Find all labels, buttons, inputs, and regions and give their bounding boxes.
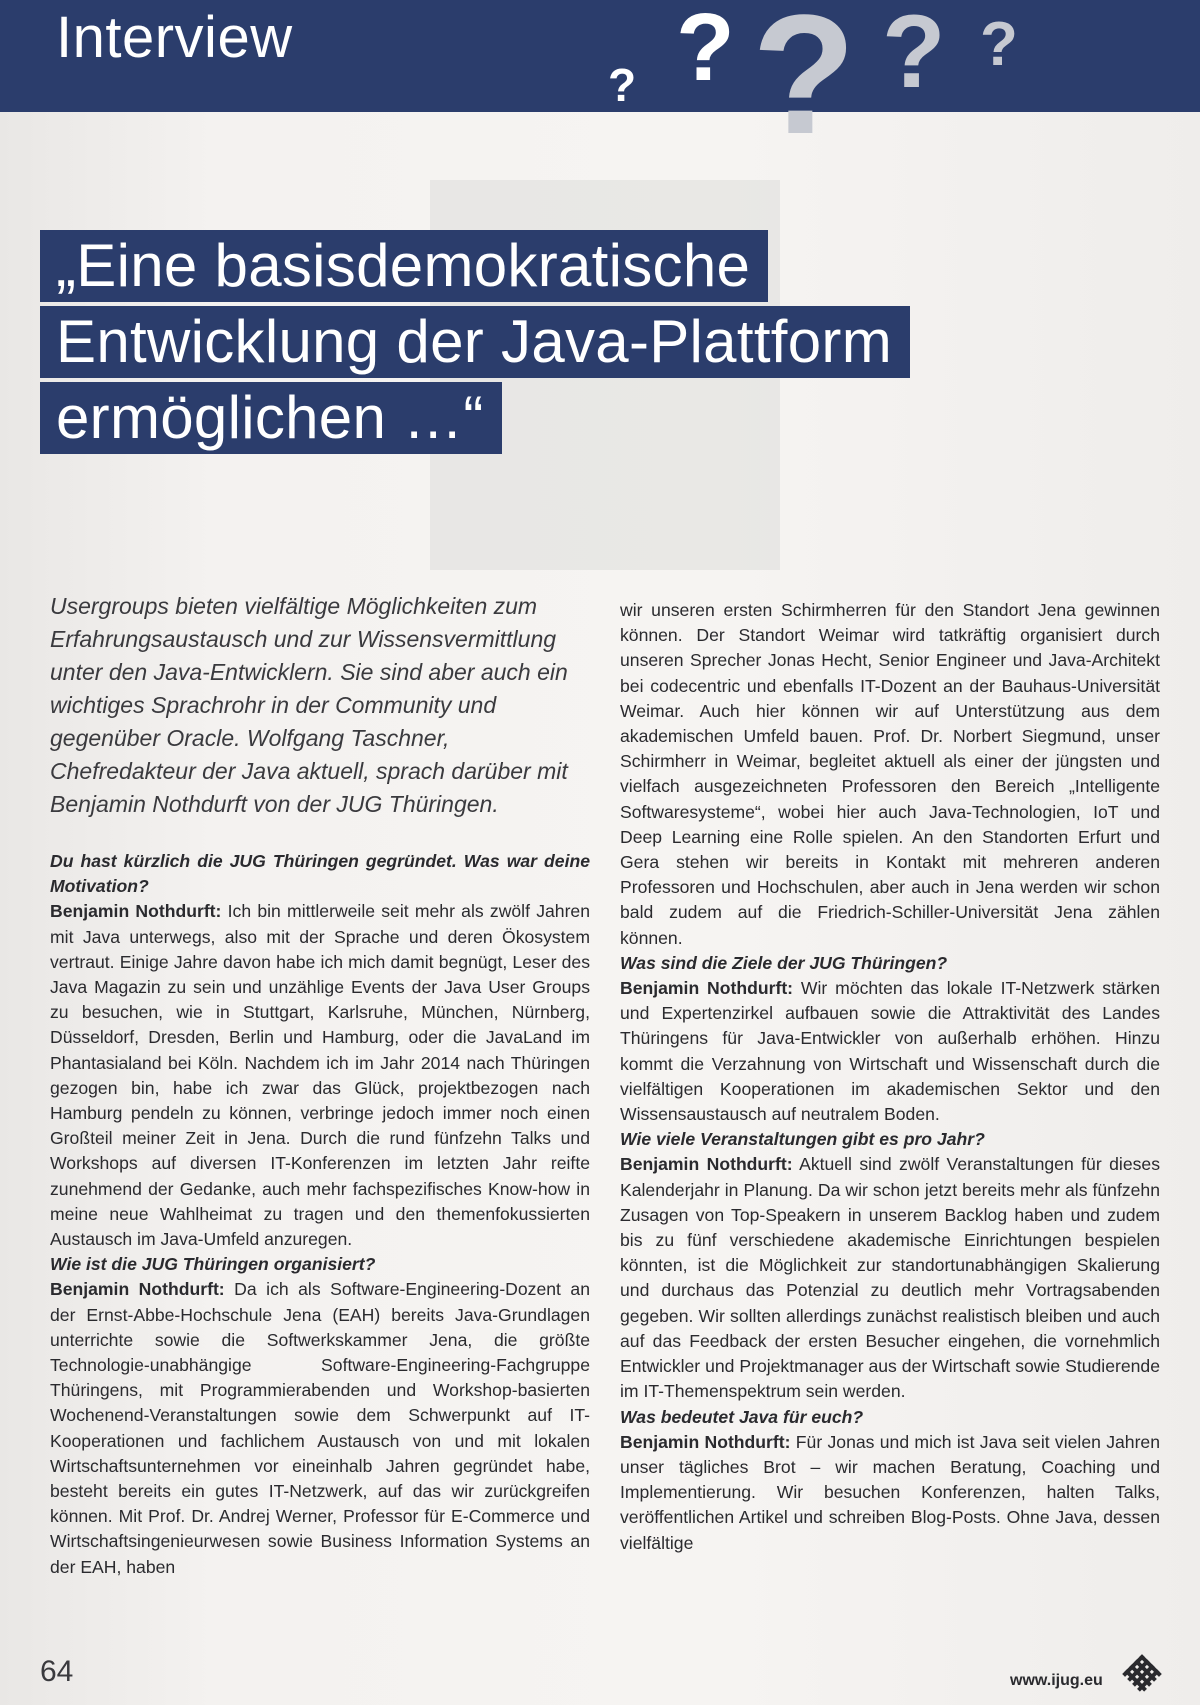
speaker-name: Benjamin Nothdurft: — [620, 1431, 791, 1452]
speaker-name: Benjamin Nothdurft: — [620, 978, 794, 999]
headline-line: ermöglichen …“ — [40, 382, 502, 454]
ijug-logo-icon — [1118, 1650, 1166, 1698]
question-mark-graphic: ? — [676, 0, 735, 101]
headline-line: Entwicklung der Java-Plattform — [40, 306, 910, 378]
qa-block — [50, 1252, 590, 1580]
intro-paragraph: Usergroups bieten vielfältige Möglichkeiten zum Erfahrungsaustausch und zur Wissensvermittlung unter den Java-Entwicklern. Sie sind aber auch ein wichtiges Sprachrohr in der Community und gegenüber Oracle. Wolfgang Taschner, Chefredakteur der Java aktuell, sprach darüber mit Benjamin Nothdurft von der JUG Thüringen. — [50, 593, 568, 817]
answer — [50, 1277, 590, 1579]
speaker-name: Benjamin Nothdurft: — [620, 1154, 793, 1175]
answer-text: Aktuell sind zwölf Veranstaltungen für dieses Kalenderjahr in Planung. Da wir schon jetzt bereits mehr als fünfzehn Zusagen von Top-Speakern in unserem Backlog haben und zudem bis zu fünf verschiedene akademische Einrichtungen bespielen könnten, ist die Möglichkeit zur standortunabhängigen Skalierung und durchaus das Potenzial zu deutlich mehr Vortragsabenden gegeben. Wir sollten allerdings zunächst realistisch bleiben und auch auf das Feedback der ersten Besucher eingehen, die vornehmlich Entwickler und Projektmanager aus der Wirtschaft sowie Studierende im IT-Themenspektrum sein werden. — [620, 1154, 1160, 1402]
header-band — [0, 0, 1200, 170]
question: Wie viele Veranstaltungen gibt es pro Jahr? — [620, 1129, 985, 1150]
answer — [620, 1430, 1160, 1556]
answer — [50, 899, 590, 1252]
qa-block — [620, 951, 1160, 1127]
qa-block — [620, 1127, 1160, 1404]
page-number: 64 — [40, 1655, 74, 1688]
question: Wie ist die JUG Thüringen organisiert? — [50, 1254, 376, 1275]
question-mark-graphic: ? — [752, 0, 856, 170]
answer-text: Da ich als Software-Engineering-Dozent an der Ernst-Abbe-Hochschule Jena (EAH) bereits Java-Grundlagen unterrichte sowie die Softwerkskammer Jena, die größte Technologie-unabhängige Software-Engineering-Fachgruppe Thüringens, mit Programmierabenden und Workshop-basierten Wochenend-Veranstaltungen sowie dem Schwerpunkt auf IT-Kooperationen und fachlichem Austausch von und mit lokalen Wirtschaftsunternehmen vor eineinhalb Jahren gegründet habe, besteht bereits ein gutes IT-Netzwerk, auf das wir zurückgreifen können. Mit Prof. Dr. Andrej Werner, Professor für E-Commerce und Wirtschaftsingenieurwesen sowie Business Information Systems an der EAH, haben — [50, 1279, 590, 1577]
question: Was sind die Ziele der JUG Thüringen? — [620, 952, 948, 973]
qa-block — [620, 1405, 1160, 1556]
speaker-name: Benjamin Nothdurft: — [50, 1279, 225, 1300]
question: Was bedeutet Java für euch? — [620, 1406, 864, 1427]
headline-line: „Eine basisdemokratische — [40, 230, 768, 302]
question-mark-graphic: ? — [608, 59, 637, 111]
question-mark-graphic: ? — [882, 0, 946, 110]
answer-text: Wir möchten das lokale IT-Netzwerk stärken und Expertenzirkel aufbauen sowie die Attraktivität des Landes Thüringens für Java-Entwickler von außerhalb erhöhen. Hinzu kommt die Verzahnung von Wirtschaft und Wissenschaft durch die vielfältigen Kooperationen im akademischen Sektor und den Wissensaustausch auf neutralem Boden. — [620, 978, 1161, 1125]
section-title: Interview — [56, 5, 293, 70]
answer — [620, 976, 1160, 1127]
continuation-text: wir unseren ersten Schirmherren für den Standort Jena gewinnen können. Der Standort Weimar wird tatkräftig organisiert durch unseren Sprecher Jonas Hecht, Senior Engineer und Java-Architekt bei codecentric und ebenfalls IT-Dozent an der Bauhaus-Universität Weimar. Auch hier können wir auf Unterstützung aus dem akademischen Umfeld bauen. Prof. Dr. Norbert Siegmund, unser Schirmherr in Weimar, begleitet aktuell als einer der jüngsten und vielfach ausgezeichneten Professoren den Bereich „Intelligente Softwaresysteme“, wobei hier auch Java-Technologien, IoT und Deep Learning eine Rolle spielen. An den Standorten Erfurt und Gera stehen wir bereits in Kontakt mit mehreren anderen Professoren und Hochschulen, aber auch in Jena werden wir schon bald zudem auf die Friedrich-Schiller-Universität Jena zählen können. — [620, 600, 1160, 948]
continuation-block — [620, 598, 1160, 951]
question: Du hast kürzlich die JUG Thüringen gegründet. Was war deine Motivation? — [50, 851, 590, 897]
qa-block — [50, 849, 590, 1252]
answer — [620, 1152, 1160, 1404]
headline — [40, 230, 910, 458]
right-column — [620, 598, 1160, 1556]
footer-url[interactable]: www.ijug.eu — [1010, 1672, 1103, 1689]
answer-text: Für Jonas und mich ist Java seit vielen Jahren unser tägliches Brot – wir machen Beratung, Coaching und Implementierung. Wir besuchen Konferenzen, halten Talks, veröffentlichen Artikel und schreiben Blog-Posts. Ohne Java, dessen vielfältige — [620, 1431, 1161, 1553]
left-column — [50, 590, 590, 1580]
question-mark-graphic: ? — [980, 10, 1018, 79]
speaker-name: Benjamin Nothdurft: — [50, 901, 222, 922]
answer-text: Ich bin mittlerweile seit mehr als zwölf Jahren mit Java unterwegs, also mit der Sprache und deren Ökosystem vertraut. Einige Jahre davon habe ich mich damit begnügt, Leser des Java Magazin zu sein und unzählige Events der Java User Groups zu besuchen, wie in Stuttgart, Karlsruhe, München, Nürnberg, Düsseldorf, Dresden, Berlin und Hamburg, oder die JavaLand im Phantasialand bei Köln. Nachdem ich im Jahr 2014 nach Thüringen gezogen bin, habe ich zwar das Glück, projektbezogen nach Hamburg pendeln zu können, verbringe jedoch immer noch einen Großteil meiner Zeit in Jena. Durch die rund fünfzehn Talks und Workshops auf diversen IT-Konferenzen im letzten Jahr reifte zunehmend der Gedanke, auch mehr fachspezifisches Know-how in meine neue Wahlheimat zu tragen und den themenfokussierten Austausch im Java-Umfeld anzuregen. — [50, 901, 591, 1250]
